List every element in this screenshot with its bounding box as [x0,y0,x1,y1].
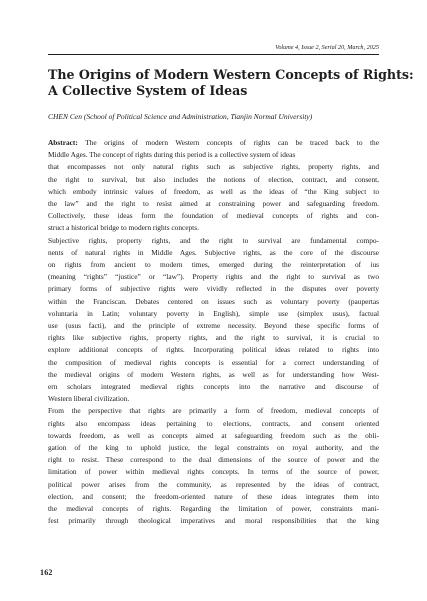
paragraph-line: explore additional concepts of rights. Incorporating political ideas related to rights into [48,345,379,355]
paragraph-line: (meaning “rights” “justice” or “law”). Property rights and the right to survival as two [48,272,379,282]
paragraph-line: the medieval concepts of rights. Regarding the limitation of power, constraints mani- [48,504,379,514]
body-paragraph [48,405,379,527]
paragraph-line: rights also encompass ideas pertaining to elections, contracts, and consent oriented [48,418,379,428]
paragraph-line: gation of the king to uphold justice, the legal constraints on royal authority, and the [48,443,379,453]
abstract-line: the law” and the right to resist aimed at constraining power and safeguarding freedom. [48,199,379,209]
paragraph-line: nents of natural rights in Middle Ages. Subjective rights, as the core of the discourse [48,247,379,257]
abstract [48,137,379,235]
paragraph-line: Western liberal civilization. [48,394,130,404]
abstract-line [48,137,379,149]
paragraph-line: limitation of power within medieval rights concepts. In terms of the source of power, [48,467,379,477]
paragraph-line: ern scholars integrated medieval rights concepts into the narrative and discourse of [48,382,379,392]
abstract-line: the right to survival, but also includes the notions of election, contract, and consent, [48,174,379,184]
header-divider [48,54,379,55]
abstract-line: which embody intrinsic values of freedom, as well as the ideas of “the King subject to [48,186,379,196]
author-affiliation: (School of Political Science and Administration, Tianjin Normal University) [83,112,313,121]
abstract-label: Abstract: [48,138,78,147]
author-name: CHEN Cen [48,112,82,121]
abstract-line: that encompasses not only natural rights such as subjective rights, property rights, and [48,162,379,172]
body-paragraph [48,235,379,406]
paragraph-line: towards freedom, as well as concepts aimed at safeguarding freedom such as the obli- [48,430,379,440]
author-line [48,112,379,122]
article-body [48,137,379,528]
paragraph-line: the composition of medieval rights concepts is essential for a correct understanding of [48,357,379,367]
paragraph-line: right to resist. These correspond to the dual dimensions of the source of power and the [48,455,379,465]
paragraph-line: fest primarily through theological imperatives and moral responsibilities that the king [48,516,379,526]
paragraph-line: political power arises from the community, as represented by the ideas of contract, [48,479,379,489]
abstract-text: The origins of modern Western concepts of rights can be traced back to the [85,138,379,147]
paragraph-line: From the perspective that rights are primarily a form of freedom, medieval concepts of [48,406,379,416]
abstract-line: Middle Ages. The concept of rights during this period is a collective system of ideas [48,150,296,160]
paragraph-line: the medieval origins of modern Western rights, as well as for understanding how West- [48,369,379,379]
article-title [48,67,414,99]
paragraph-line: within the Franciscan. Debates centered on issues such as voluntary poverty (paupertas [48,296,379,306]
paragraph-line: voluntaria in Latin; voluntary poverty in English), simple use (simplex usus), factual [48,308,379,318]
page-number: 162 [40,568,53,577]
abstract-line: struct a historical bridge to modern rights concepts. [48,223,199,233]
paragraph-line: primary forms of subjective rights were vividly reflected in the disputes over poverty [48,284,379,294]
paragraph-line: election, and consent; the freedom-oriented nature of these ideas integrates them into [48,491,379,501]
paragraph-line: rights like subjective rights, property rights, and the right to survival, it is crucial to [48,333,379,343]
article-title-line: A Collective System of Ideas [48,83,248,98]
paragraph-line: on rights from ancient to modern times, emerged during the reinterpretation of ius [48,260,379,270]
paragraph-line: Subjective rights, property rights, and the right to survival are fundamental compo- [48,235,379,245]
article-title-line: The Origins of Modern Western Concepts of Rights: [48,67,414,82]
running-head: Volume 4, Issue 2, Serial 20, March, 2025 [275,44,379,51]
abstract-line: Collectively, these ideas form the foundation of medieval concepts of rights and con- [48,211,379,221]
paragraph-line: use (usus facti), and the principle of extreme necessity. Beyond these specific forms of [48,321,379,331]
